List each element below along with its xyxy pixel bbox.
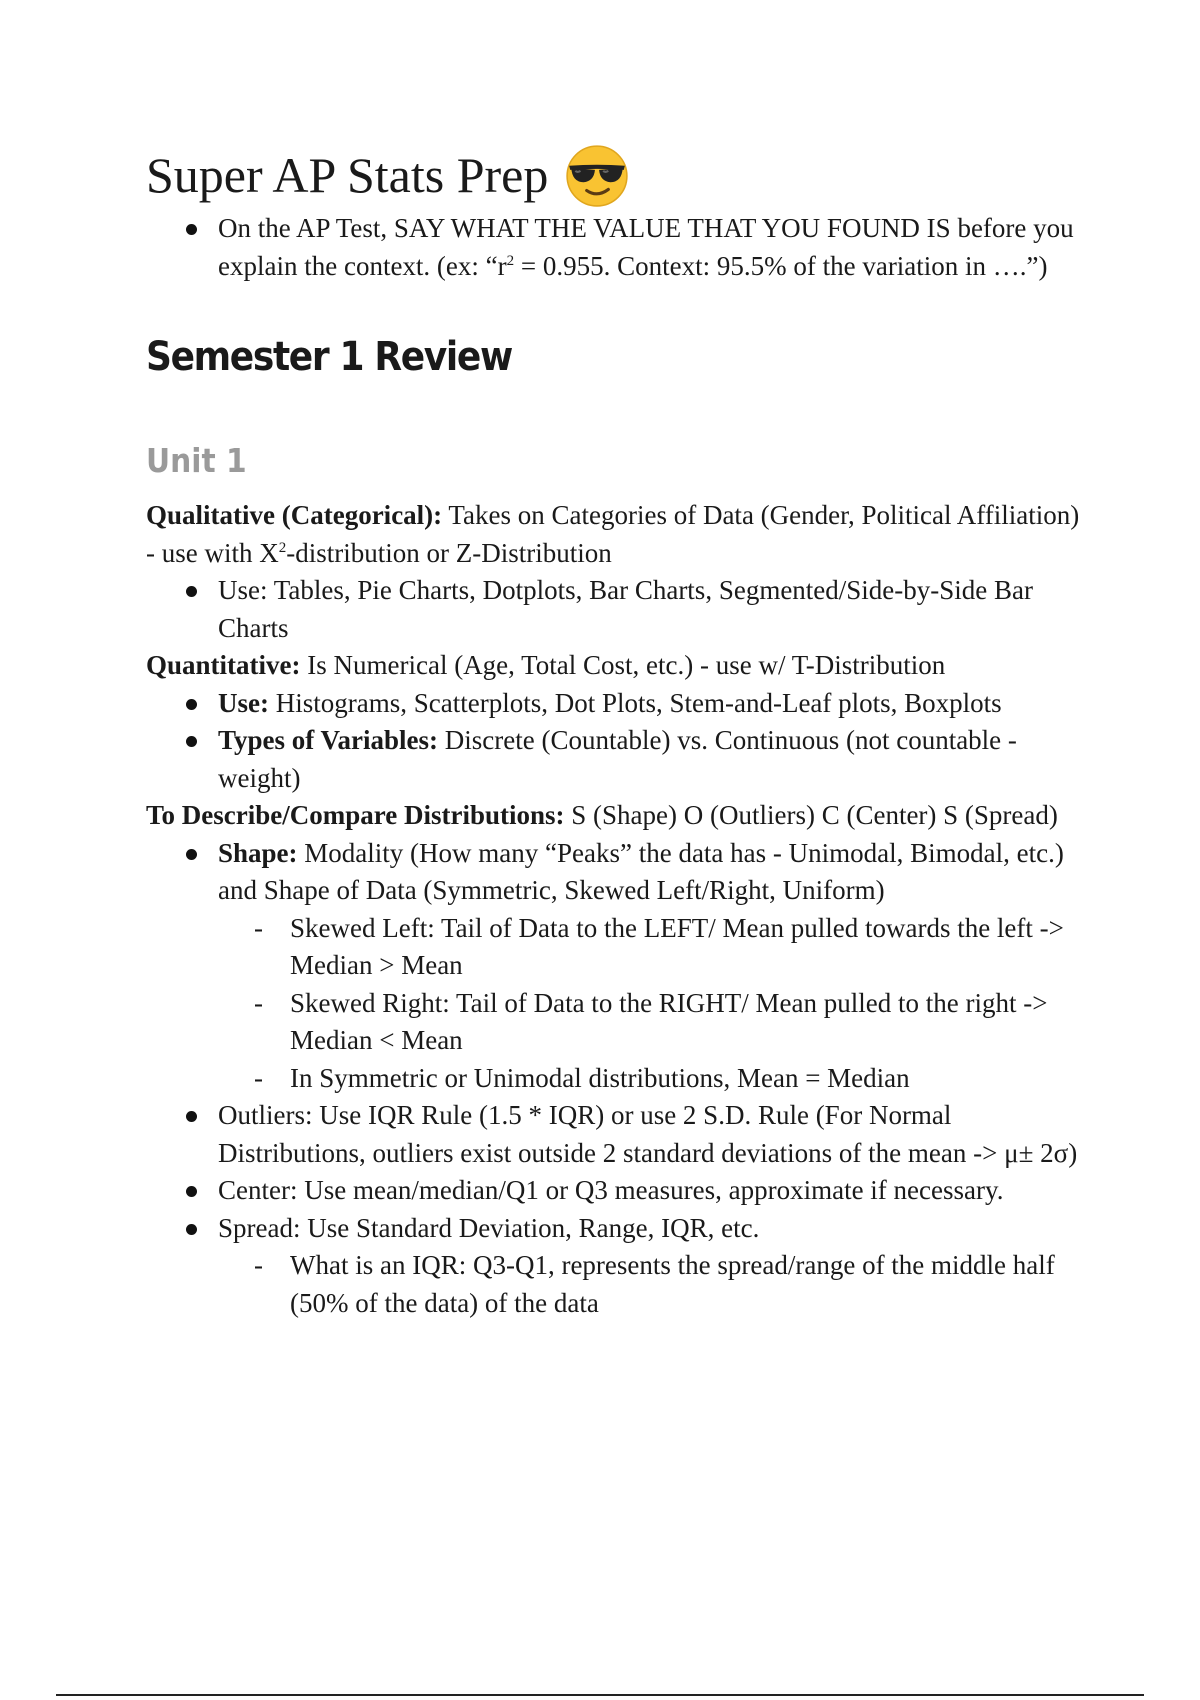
shape-sublist xyxy=(218,910,1086,1098)
describe-paragraph: To Describe/Compare Distributions: S (Shape) O (Outliers) C (Center) S (Spread) xyxy=(146,800,1058,830)
quantitative-list xyxy=(146,685,1086,798)
document-page xyxy=(146,140,1086,1322)
iqr-item: - What is an IQR: Q3-Q1, represents the spread/range of the middle half (50% of the data) of the data xyxy=(146,1247,1086,1322)
variable-types-item: Types of Variables: Discrete (Countable) vs. Continuous (not countable - weight) xyxy=(146,722,1086,797)
tip-item: On the AP Test, SAY WHAT THE VALUE THAT YOU FOUND IS before you explain the context. (ex: “$r^2 = 0.955$. Context: 95.5% of the variation in ….”) xyxy=(146,210,1086,285)
outliers-item: Outliers: Use IQR Rule (1.5 * IQR) or use 2 S.D. Rule (For Normal Distributions, outliers exist outside 2 standard deviations of the mean -> μ± 2σ) xyxy=(146,1097,1086,1172)
describe-list xyxy=(146,835,1086,1323)
tip-list xyxy=(146,210,1086,285)
title-text: Super AP Stats Prep xyxy=(146,147,549,203)
quantitative-use-item: Use: Histograms, Scatterplots, Dot Plots, Stem-and-Leaf plots, Boxplots xyxy=(146,685,1086,723)
skewed-right-item: - Skewed Right: Tail of Data to the RIGHT/ Mean pulled to the right -> Median < Mean xyxy=(146,985,1086,1060)
spread-sublist xyxy=(218,1247,1086,1322)
skewed-left-item: - Skewed Left: Tail of Data to the LEFT/ Mean pulled towards the left -> Median > Mean xyxy=(146,910,1086,985)
semester-heading: Semester 1 Review xyxy=(146,334,512,380)
spread-item: Spread: Use Standard Deviation, Range, IQR, etc. - What is an IQR: Q3-Q1, represents the spread/range of the middle half (50% of the data) of the data xyxy=(146,1210,1086,1323)
document-title xyxy=(146,140,1086,210)
sunglasses-emoji-icon xyxy=(564,142,630,208)
qualitative-list xyxy=(146,572,1086,647)
center-item: Center: Use mean/median/Q1 or Q3 measures, approximate if necessary. xyxy=(146,1172,1086,1210)
unit-heading: Unit 1 xyxy=(146,441,247,480)
quantitative-paragraph: Quantitative: Is Numerical (Age, Total Cost, etc.) - use w/ T-Distribution xyxy=(146,650,946,680)
qualitative-use-item: Use: Tables, Pie Charts, Dotplots, Bar Charts, Segmented/Side-by-Side Bar Charts xyxy=(146,572,1086,647)
shape-item: Shape: Modality (How many “Peaks” the data has - Unimodal, Bimodal, etc.) and Shape of Data (Symmetric, Skewed Left/Right, Uniform) - Skewed Left: Tail of Data to the LEFT/ Mean pulled towards the left -> Median > Mean - Skewed Right: Tail of Data to the RIGHT/ Mean pulled to the right -> Median < Mean - In Symmetric or Unimodal distributions, Mean = Median xyxy=(146,835,1086,1098)
qualitative-paragraph: Qualitative (Categorical): Takes on Categories of Data (Gender, Political Affiliation) - use with $X^2$-distribution or Z-Distribution xyxy=(146,500,1080,568)
symmetric-item: - In Symmetric or Unimodal distributions, Mean = Median xyxy=(146,1060,1086,1098)
page-bottom-rule xyxy=(56,1694,1144,1696)
